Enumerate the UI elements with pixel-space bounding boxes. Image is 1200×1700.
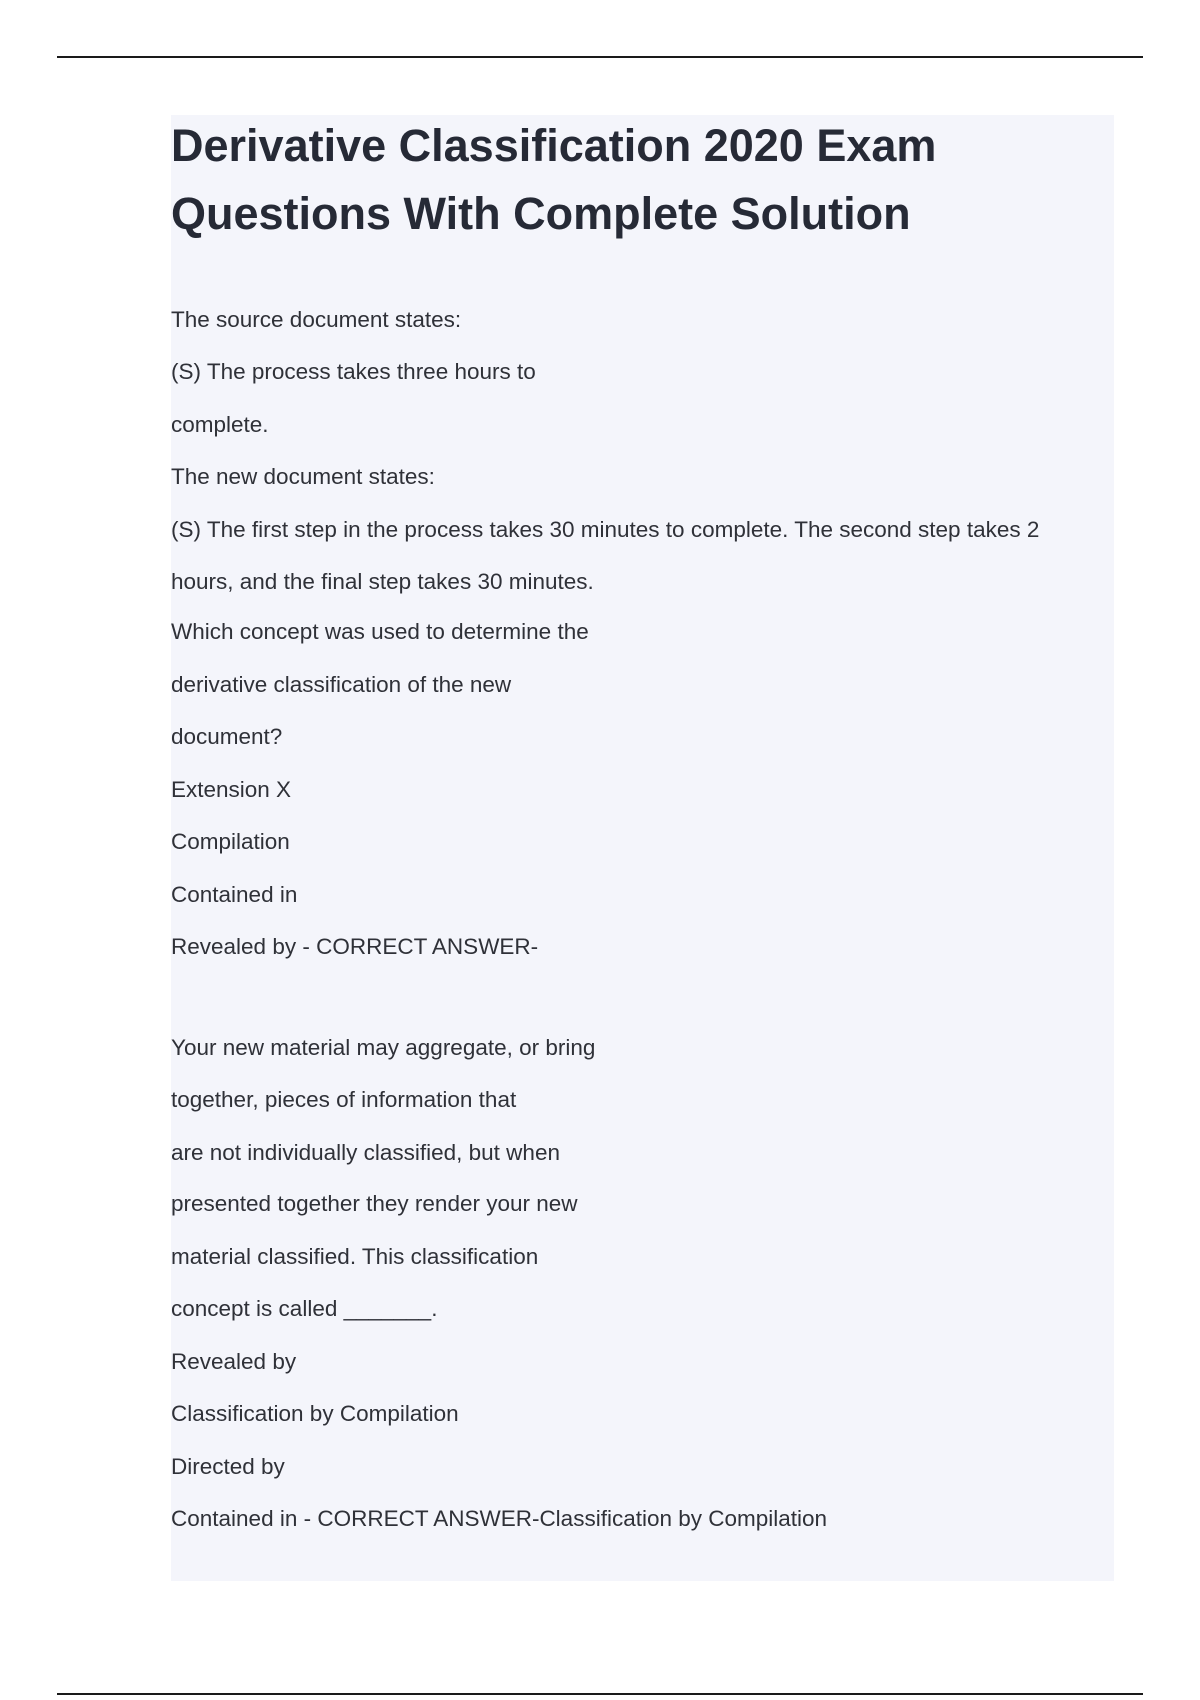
answer-option: Extension X (171, 777, 292, 802)
text-line: together, pieces of information that (171, 1087, 517, 1112)
answer-option: Revealed by - CORRECT ANSWER- (171, 934, 539, 959)
answer-option: Revealed by (171, 1349, 297, 1374)
text-line: derivative classification of the new (171, 672, 512, 697)
text-line: hours, and the final step takes 30 minutes. (171, 569, 594, 594)
text-line: Your new material may aggregate, or bring (171, 1035, 596, 1060)
answer-option: Contained in (171, 882, 298, 907)
text-line: (S) The first step in the process takes 30 minutes to complete. The second step takes 2 (171, 517, 1040, 542)
text-line: (S) The process takes three hours to (171, 359, 536, 384)
document-title: Derivative Classification 2020 Exam Questions With Complete Solution (171, 120, 937, 239)
text-line: complete. (171, 412, 269, 437)
answer-option: Classification by Compilation (171, 1401, 459, 1426)
text-line: are not individually classified, but when (171, 1140, 560, 1165)
text-line: The source document states: (171, 307, 462, 332)
answer-option: Compilation (171, 829, 290, 854)
top-rule (57, 56, 1143, 58)
text-line: Which concept was used to determine the (171, 619, 589, 644)
answer-option: Directed by (171, 1454, 285, 1479)
text-line: concept is called _______. (171, 1296, 438, 1321)
text-line: The new document states: (171, 464, 435, 489)
answer-option: Contained in - CORRECT ANSWER-Classification by Compilation (171, 1506, 828, 1531)
text-line: presented together they render your new (171, 1191, 578, 1216)
text-line: material classified. This classification (171, 1244, 539, 1269)
bottom-rule (57, 1693, 1143, 1695)
text-line: document? (171, 724, 283, 749)
